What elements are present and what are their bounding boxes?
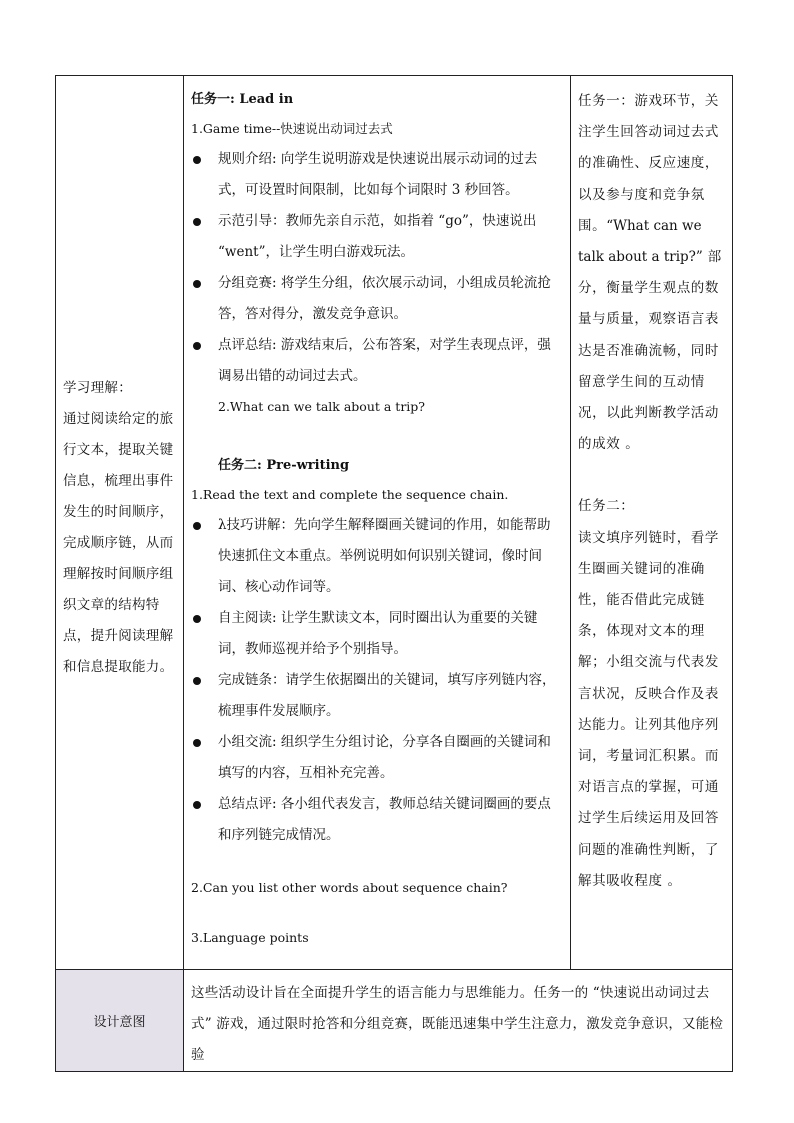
task1-title: 任务一: Lead in: [191, 92, 294, 107]
evaluation-task1: 任务一：游戏环节，关注学生回答动词过去式的准确性、反应速度，以及参与度和竞争氛围。“What can we talk about a trip?” 部分，衡量学生观点的数量与质量，观察语言表达是否准确流畅，同时留意学生间的互动情况，以此判断教学活动的成效 。: [578, 93, 722, 453]
bullet-dot-icon: [193, 280, 201, 288]
objective-text: 通过阅读给定的旅行文本，提取关键信息，梳理出事件发生的时间顺序，完成顺序链，从而理解按时间顺序组织文章的结构特点，提升阅读理解和信息提取能力。: [63, 411, 174, 675]
task1-bullet-list: [191, 144, 564, 392]
design-intent-label: 设计意图: [56, 970, 184, 1072]
task2-language-points: 3.Language points: [191, 930, 309, 945]
list-item: 完成链条：请学生依据圈出的关键词，填写序列链内容，梳理事件发展顺序。: [191, 665, 564, 727]
evaluation-quote: “What can we talk about a trip?”: [578, 217, 703, 266]
list-item: 自主阅读: 让学生默读文本，同时圈出认为重要的关键词，教师巡视并给予个别指导。: [191, 603, 564, 665]
evaluation-cell: [571, 76, 733, 970]
task2-question: 2.Can you list other words about sequence chain?: [191, 880, 508, 895]
spacer: [578, 460, 726, 491]
design-intent-cell: [184, 970, 733, 1072]
design-row: [56, 970, 733, 1072]
list-item: 点评总结: 游戏结束后，公布答案，对学生表现点评，强调易出错的动词过去式。: [191, 330, 564, 392]
bullet-dot-icon: [193, 156, 201, 164]
bullet-dot-icon: [193, 342, 201, 350]
activities-cell: [184, 76, 571, 970]
spacer: [191, 851, 564, 873]
bullet-dot-icon: [193, 522, 201, 530]
task2-subtitle: 1.Read the text and complete the sequence chain.: [191, 487, 509, 502]
spacer: [191, 903, 564, 923]
activity-row: [56, 76, 733, 970]
objective-heading: 学习理解：: [63, 380, 132, 396]
bullet-dot-icon: [193, 218, 201, 226]
bullet-dot-icon: [193, 801, 201, 809]
objective-cell: [56, 76, 184, 970]
list-item: λ技巧讲解：先向学生解释圈画关键词的作用，如能帮助快速抓住文本重点。举例说明如何识别关键词，像时间词、核心动作词等。: [191, 510, 564, 603]
list-item: 示范引导：教师先亲自示范，如指着 “go”，快速说出 “went”，让学生明白游戏玩法。: [191, 206, 564, 268]
bullet-dot-icon: [193, 615, 201, 623]
task2-bullet-list: [191, 510, 564, 851]
spacer: [191, 422, 564, 452]
list-item: 规则介绍: 向学生说明游戏是快速说出展示动词的过去式，可设置时间限制，比如每个词限时 3 秒回答。: [191, 144, 564, 206]
bullet-dot-icon: [193, 739, 201, 747]
design-intent-text: 这些活动设计旨在全面提升学生的语言能力与思维能力。任务一的 “快速说出动词过去式” 游戏，通过限时抢答和分组竞赛，既能迅速集中学生注意力，激发竞争意识，又能检验: [191, 985, 724, 1063]
task1-question: 2.What can we talk about a trip?: [218, 399, 425, 414]
lesson-plan-table: [55, 75, 733, 1072]
evaluation-task2: 读文填序列链时，看学生圈画关键词的准确性，能否借此完成链条，体现对文本的理解；小组交流与代表发言状况，反映合作及表达能力。让列其他序列词，考量词汇积累。而对语言点的掌握，可通过学生后续运用及回答问题的准确性判断，了解其吸收程度 。: [578, 529, 719, 889]
task2-title: 任务二: Pre-writing: [218, 458, 350, 473]
evaluation-task2-title: 任务二：: [578, 498, 635, 515]
list-item: 小组交流: 组织学生分组讨论，分享各自圈画的关键词和填写的内容，互相补充完善。: [191, 727, 564, 789]
bullet-dot-icon: [193, 677, 201, 685]
list-item: 分组竞赛: 将学生分组，依次展示动词，小组成员轮流抢答，答对得分，激发竞争意识。: [191, 268, 564, 330]
list-item: 总结点评: 各小组代表发言，教师总结关键词圈画的要点和序列链完成情况。: [191, 789, 564, 851]
task1-subtitle: 1.Game time--快速说出动词过去式: [191, 121, 393, 136]
